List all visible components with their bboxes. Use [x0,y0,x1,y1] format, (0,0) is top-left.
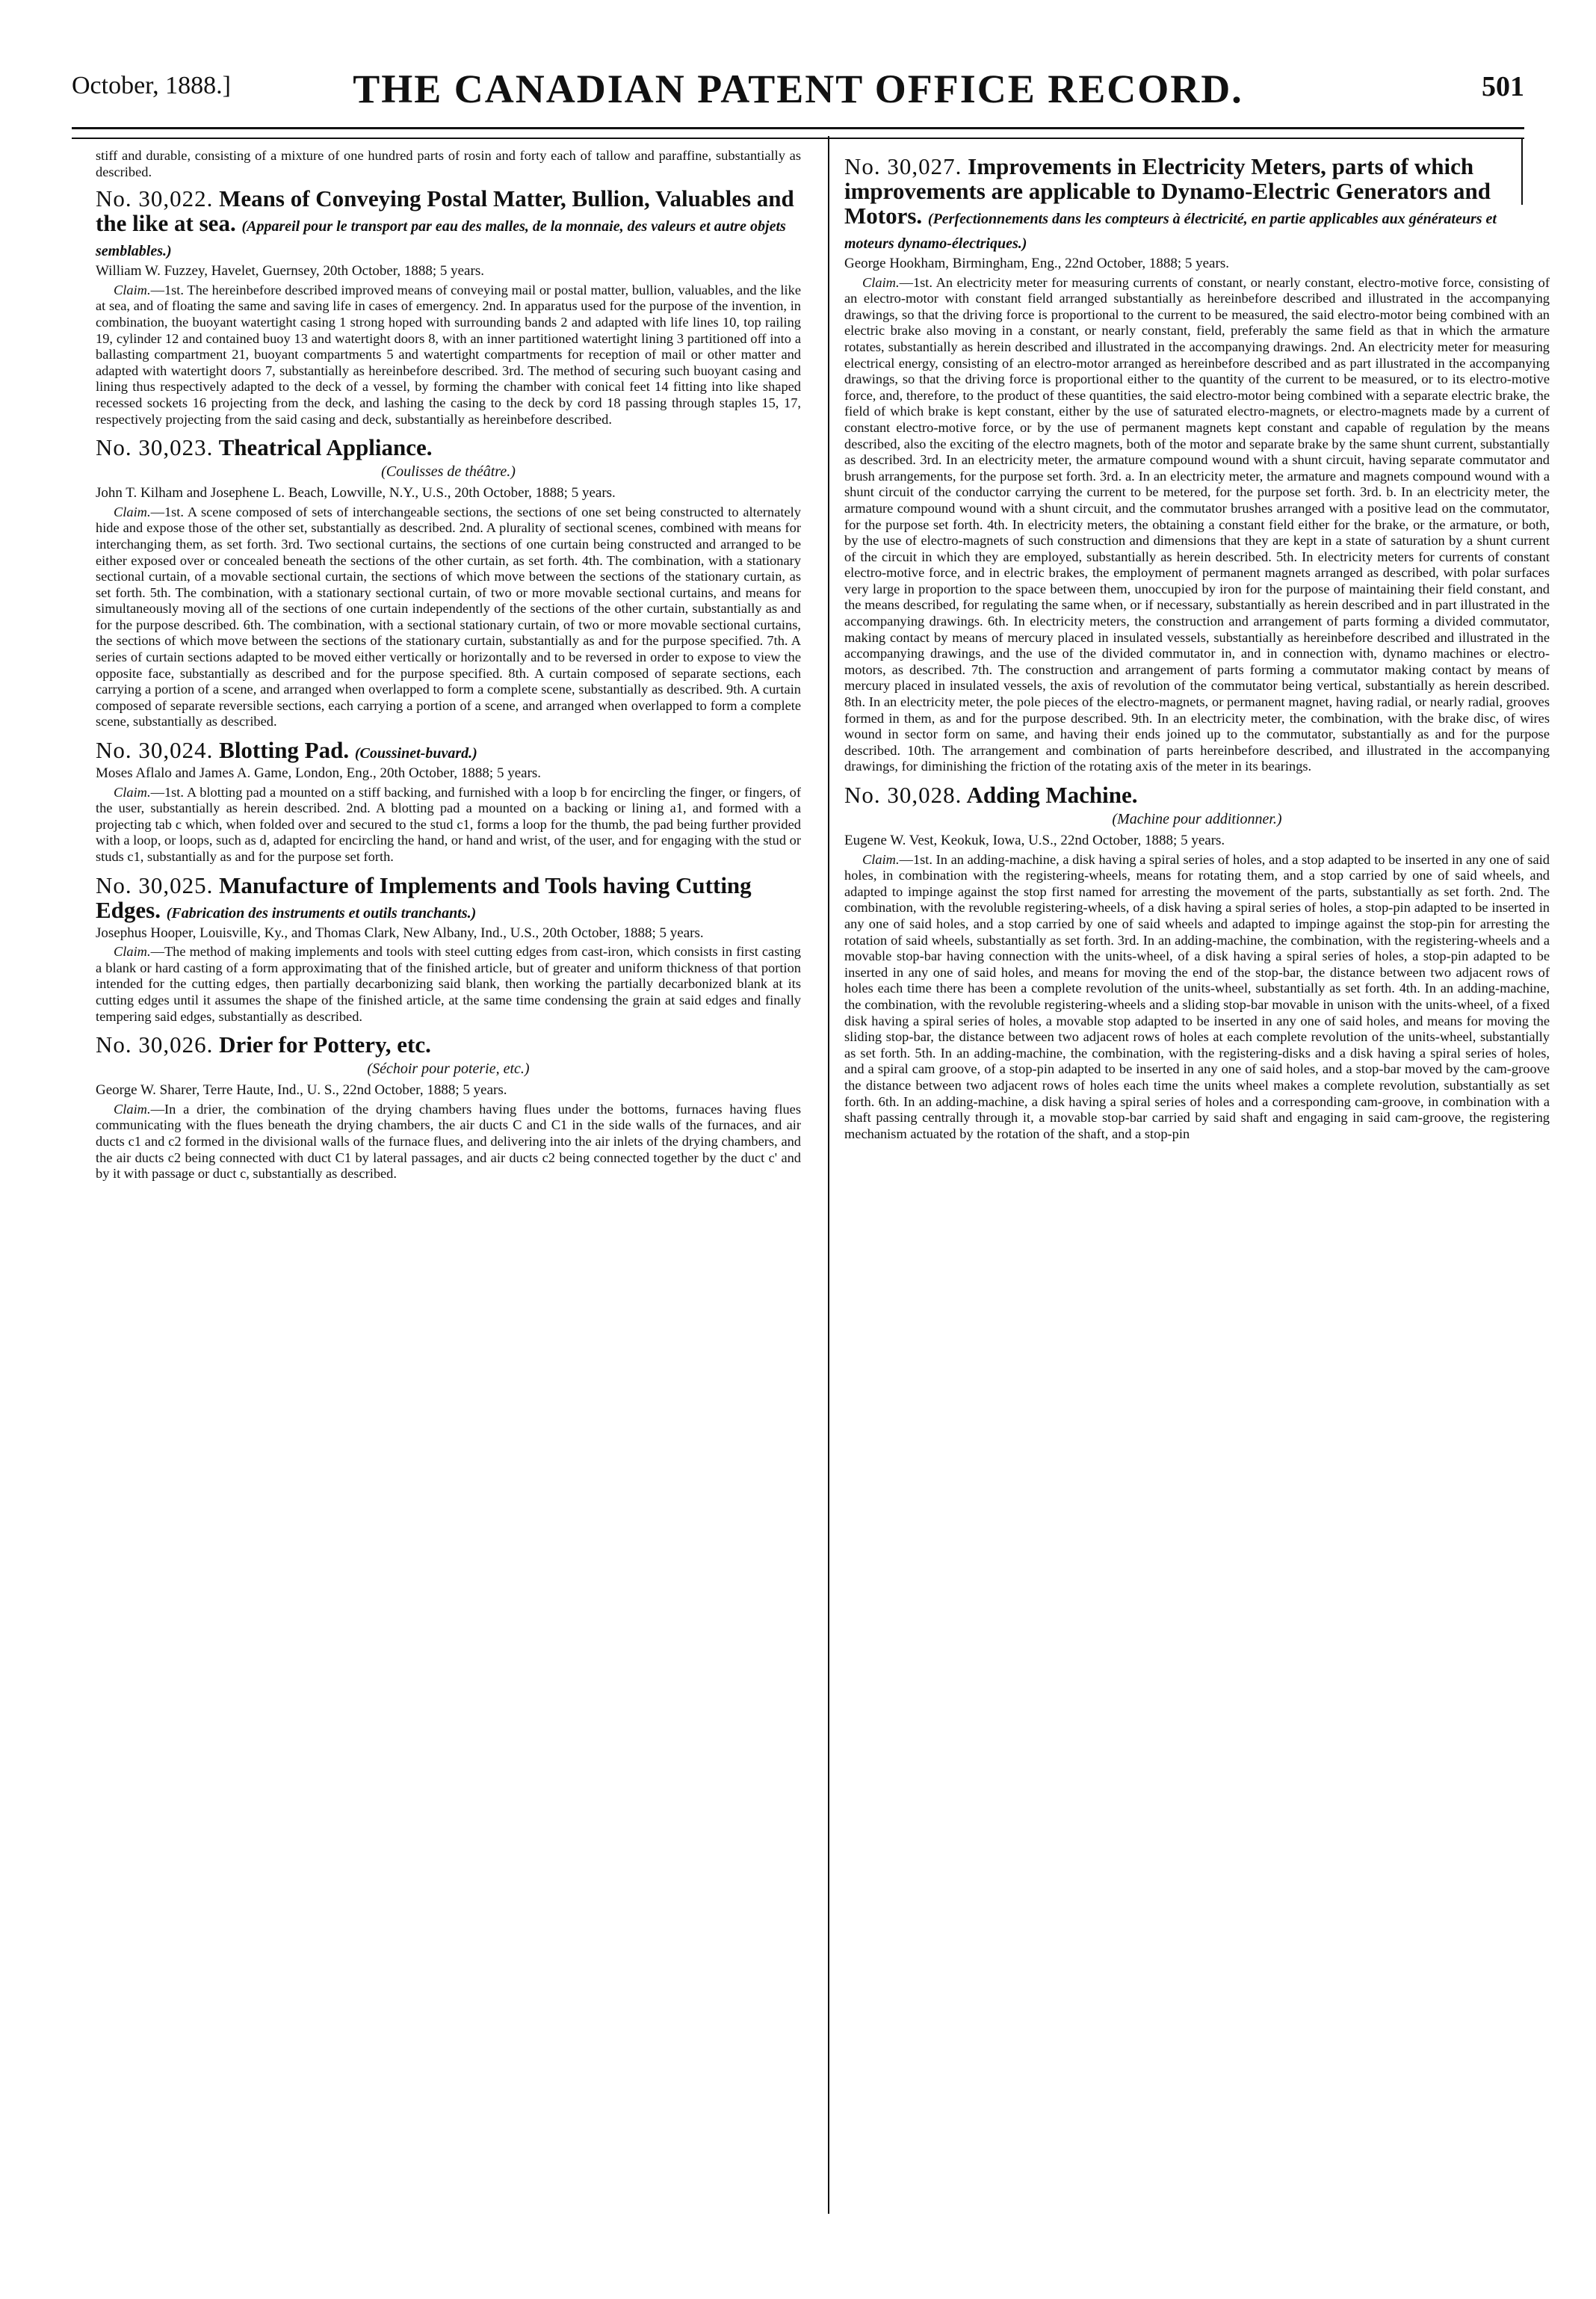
claim-text [844,852,1550,1143]
claim-body: —1st. A blotting pad a mounted on a stiff backing, and furnished with a loop b for encircling the finger, or fingers, of the user, substantially as herein described. 2nd. A blotting pad a mounted on a backing or lining a1, and formed with a projecting tab c which, when folded over and secured to the stud c1, forms a loop for the thumb, the pad being further provided with a loop, or loops, such as d, adapted for encircling the hand, or hand and wrist, of the user, and for engaging with the stud or studs c1, substantially as and for the purpose set forth. [96,784,801,864]
claim-text [844,275,1550,775]
claim-body: —In a drier, the combination of the drying chambers having flues under the bottoms, furnaces having flues communicating with the flues beneath the drying chambers, the air ducts C and C1 in the side walls of the furnaces, and air ducts c1 and c2 formed in the divisional walls of the furnace flues, and delivering into the air inlets of the drying chambers, and the air ducts c2 being connected with duct C1 by lateral passages, and air ducts c2 being connected together by the duct c' and by it with passage or duct c, substantially as described. [96,1101,801,1182]
inventor-line: Moses Aflalo and James A. Game, London, Eng., 20th October, 1888; 5 years. [96,765,542,782]
patent-heading [844,154,1550,253]
claim-label: Claim. [114,1101,151,1117]
right-column [844,148,1550,2233]
patent-number: No. 30,025. [96,871,214,898]
patent-title: Adding Machine. [966,782,1138,808]
patent-heading [96,738,801,762]
claim-body: —1st. A scene composed of sets of interchangeable sections, the sections of one set being constructed to alternately hide and expose those of the other set, substantially as described. 2nd. A plurality of sectional scenes, combined with means for interchanging them, as set forth. 3rd. Two sectional curtains, the sections of one curtain being constructed and arranged to be either exposed over or concealed beneath the sections of the other curtain, as set forth. 4th. The combination, with a stationary sectional curtain, of a movable sectional curtain, the sections of which move between the sections of the stationary curtain, as set forth. 5th. The combination, with a stationary sectional curtain, of two or more movable sectional curtains, and means for simultaneously moving all of the sections of one curtain independently of the sections of the other curtain, substantially as and for the purpose described. 6th. The combination, with a sectional stationary curtain, of two or more movable sectional curtains, the sections of which move between the sections of the stationary curtain, substantially as and for the purpose specified. 7th. A series of curtain sections adapted to be moved either vertically or horizontally and to be reversed in order to expose to view the opposite face, substantially as described and for the purpose specified. 8th. A curtain composed of separate sections, each carrying a portion of a scene, and arranged when overlapped to form a complete scene, substantially as described. 9th. A curtain composed of separate reversible sections, each carrying a portion of a scene, and arranged when overlapped to form a complete scene, substantially as described. [96,504,801,729]
patent-entry-30024 [96,738,801,865]
claim-body: —1st. An electricity meter for measuring currents of constant, or nearly constant, electro-motive force, consisting of an electro-motor with constant field arranged substantially as hereinbefore described and illustrated in the accompanying drawings, so that the driving force is proportional to the current to be measured, the said electro-motor being combined with an electric brake also moving in a constant, or nearly constant, field, preferably the same field as that in which the armature rotates, substantially as herein described and illustrated in the accompanying drawings. 2nd. An electricity meter for measuring electrical energy, consisting of an electro-motor arranged as hereinbefore described and as part illustrated in the accompanying drawings, so that the driving force is proportional either to the quantity of the current to be measured, or to its electro-motive force, and, therefore, to the product of these quantities, the said electro-motor being combined with a separate electric brake, the field of which brake is kept constant, either by the use of saturated electro-magnets, or electro-magnets made by a current of constant electro-motive force, or by the use of permanent magnets kept constant and capable of regulation by the means described, also the exciting of the electro magnets, both of the motor and separate brake by the same shunt current, substantially as described. 3rd. In an electricity meter, the armature compound wound with a shunt circuit, having separate commutator and brush arrangements, for the purpose set forth. 3rd. a. In an electricity meter, the armature and magnets compound wound with a shunt circuit of the conductor carrying the current to be metered, for the purpose set forth. 3rd. b. In an electricity meter, the armature compound wound with a shunt circuit, and the commutator brushes arranged with a positive lead on the commutator, for the purpose set forth. 4th. In electricity meters, the obtaining a constant field either for the brake, or the armature, or both, by the use of electro-magnets of such construction and dimensions that they are kept in a state of saturation by a shunt current of the circuit in which they are employed, substantially as herein described. 5th. In electricity meters for currents of constant electro-motive force, and in electric brakes, the employment of permanent magnets arranged as described, with polar surfaces very large in proportion to the space between them, unoccupied by iron for the purpose of maintaining their field constant, and the means described, for regulating the same when, or if necessary, substantially as herein described and in part illustrated in the accompanying drawings. 6th. In electricity meters, the construction and arrangement of parts forming a divided commutator, making contact by means of mercury placed in insulated vessels, substantially as hereinbefore described and illustrated in the accompanying drawings, and the use of the divided commutator in, and in connection with, dynamo machines or electro-motors, as described. 7th. The construction and arrangement of parts forming a commutator making contact by means of mercury placed in insulated vessels, the axis of revolution of the commutator being vertical, substantially as herein described. 8th. In an electricity meter, the pole pieces of the electro-magnets, or permanent magnet, having radial, or nearly radial, grooves formed in them, as and for the purpose described. 9th. In an electricity meter, the combination, with the brake disc, of wires wound in sector form on same, and having their ends joined up to the commutator, substantially as and for the purpose described. 10th. The arrangement and combination of parts hereinbefore described, and illustrated in the accompanying drawings, for diminishing the friction of the rotating axis of the meter in its bearings. [844,274,1550,774]
inventor-line: George Hookham, Birmingham, Eng., 22nd October, 1888; 5 years. [844,256,1229,271]
patent-title: Theatrical Appliance. [218,434,433,461]
running-head [72,55,1524,123]
claim-label: Claim. [114,784,151,800]
claim-text [96,283,801,428]
claim-text [96,1102,801,1182]
claim-body: —1st. The hereinbefore described improved means of conveying mail or postal matter, bullion, valuables, and the like at sea, and of floating the same and saving life in cases of emergency. 2nd. In apparatus used for the purpose of the invention, in combination, the buoyant watertight casing 1 strong hoped with surrounding bands 2 and adapted with life lines 10, top railing 19, cylinder 12 and contained buoy 13 and watertight doors 8, with an inner partitioned watertight lining 3 partitioned off into a ballasting compartment 21, buoyant compartments 5 and watertight compartments for reception of mail or other matter and adapted with watertight doors 7, substantially as hereinbefore described. 3rd. The method of securing such buoyant casing and lining thus respectively adapted to the deck of a vessel, by forming the chamber with conical feet 14 fitting into like shaped recessed sockets 16 projecting from the deck, and lashing the casing to the deck by cord 18 passing through staples 15, 17, respectively projecting from the said casing and deck, substantially as hereinbefore described. [96,282,801,427]
french-title: (Coulisses de théâtre.) [381,463,516,481]
patent-heading [96,1032,801,1057]
patent-entry-30023 [96,435,801,730]
claim-body: —1st. In an adding-machine, a disk having a spiral series of holes, and a stop adapted to be inserted in any one of said holes, in combination with the registering-wheels, means for rotating them, and a stop carried by one of said wheels, and adapted to impinge against the stop first named for arresting the movement of the parts, substantially as set forth. 2nd. The combination, with the revoluble registering-wheels, of a disk having a spiral series of holes, a stop-pin adapted to be inserted in any one of said holes, and a stop carried by one of said wheels and adapted to impinge against the stop-pin for arresting the rotation of said wheels, substantially as set forth. 3rd. In an adding-machine, the combination, with the registering-wheels and a movable stop-bar having connection with the units-wheel, of a disk having a spiral series of holes, a stop-pin adapted to be inserted in any one of said holes, and means for moving the end of the stop-bar, the distance between two adjacent rows of holes each time there has been a complete revolution of the units-wheel, substantially as set forth. 4th. In an adding-machine, the combination, with the revoluble registering-wheels and a sliding stop-bar movable in unison with the units-wheel, of a fixed disk having a spiral series of holes, a movable stop adapted to be inserted in any one of said holes, and means for moving the sliding stop-bar, the distance between two adjacent rows of holes at each complete revolution of the units-wheel, substantially as set forth. 5th. In an adding-machine, the combination, with the registering-disks and a disk having a spiral series of holes, and a spiral cam groove, of a stop-pin adapted to be inserted in any one of said holes, and a stop-bar moved by the cam-groove the distance between two adjacent rows of holes each time the units wheel makes a complete revolution, substantially as set forth. 6th. In an adding-machine, a disk having a spiral series of holes and a corresponding cam-groove, in combination with a shaft passing centrally through it, a movable stop-bar carried by said shaft and engaging in said cam-groove, the registering mechanism actuated by the rotation of the shaft, and a stop-pin [844,851,1550,1141]
inventor-line: Eugene W. Vest, Keokuk, Iowa, U.S., 22nd October, 1888; 5 years. [844,833,1225,848]
french-title: (Fabrication des instruments et outils tranchants.) [166,904,477,922]
left-column [96,148,801,2233]
patent-title: Improvements in Electricity Meters, parts of which improvements are applicable to Dynamo-Electric Generators and Motors. [844,153,1491,229]
claim-text [96,785,801,865]
patent-entry-30026 [96,1032,801,1182]
claim-label: Claim. [862,851,900,867]
french-title: (Coussinet-buvard.) [354,745,477,762]
inventor-line: John T. Kilham and Josephene L. Beach, Lowville, N.Y., U.S., 20th October, 1888; 5 years. [96,485,616,502]
header-rule [72,127,1524,129]
claim-body: —The method of making implements and tools with steel cutting edges from cast-iron, which consists in first casting a blank or hard casting of a form approximating that of the finished article, but of greater and uniform thickness of that portion intended for the cutting edges, then partially decarbonizing said blank, then working the partially decarbonized blank at its cutting edges until it assumes the shape of the finished article, at the same time condensing the grain at said edges and finally tempering said edges, substantially as described. [96,944,801,1024]
patent-entry-30025 [96,873,801,1025]
patent-number: No. 30,026. [96,1031,214,1058]
issue-date: October, 1888.] [72,72,231,99]
page-number: 501 [1482,71,1524,102]
french-title: (Appareil pour le transport par eau des malles, de la monnaie, des valeurs et autre objets semblables.) [96,218,786,260]
patent-number: No. 30,022. [96,185,214,212]
patent-title: Means of Conveying Postal Matter, Bullion, Valuables and the like at sea. [96,185,794,237]
claim-label: Claim. [114,944,151,960]
column-divider [828,136,829,2214]
inventor-line: George W. Sharer, Terre Haute, Ind., U. S., 22nd October, 1888; 5 years. [96,1082,507,1099]
patent-heading [96,873,801,922]
patent-heading [844,783,1550,807]
claim-label: Claim. [862,274,900,290]
claim-text [96,504,801,730]
inventor-line: Josephus Hooper, Louisville, Ky., and Thomas Clark, New Albany, Ind., U.S., 20th October, 1888; 5 years. [96,925,704,941]
inventor-line: William W. Fuzzey, Havelet, Guernsey, 20th October, 1888; 5 years. [96,263,484,280]
patent-title: Manufacture of Implements and Tools having Cutting Edges. [96,871,752,923]
patent-entry-30022 [96,186,801,428]
french-title: (Séchoir pour poterie, etc.) [367,1061,530,1078]
continued-text: stiff and durable, consisting of a mixture of one hundred parts of rosin and forty each of tallow and paraffine, substantially as described. [96,148,801,179]
patent-title: Blotting Pad. [219,737,350,764]
patent-title: Drier for Pottery, etc. [219,1031,431,1058]
claim-text [96,944,801,1025]
patent-number: No. 30,027. [844,153,962,179]
publication-title: THE CANADIAN PATENT OFFICE RECORD. [353,67,1243,111]
patent-entry-30028 [844,783,1550,1142]
claim-label: Claim. [114,282,151,297]
patent-heading [96,435,801,460]
french-title: (Machine pour additionner.) [1112,811,1282,827]
claim-label: Claim. [114,504,151,519]
patent-number: No. 30,028. [844,782,962,808]
patent-heading [96,186,801,260]
french-title: (Perfectionnements dans les compteurs à électricité, en partie applicables aux générateurs et moteurs dynamo-électriques.) [844,211,1497,252]
frame-top-rule [72,138,1524,139]
patent-entry-30027 [844,154,1550,775]
patent-number: No. 30,023. [96,434,214,461]
patent-number: No. 30,024. [96,737,214,764]
